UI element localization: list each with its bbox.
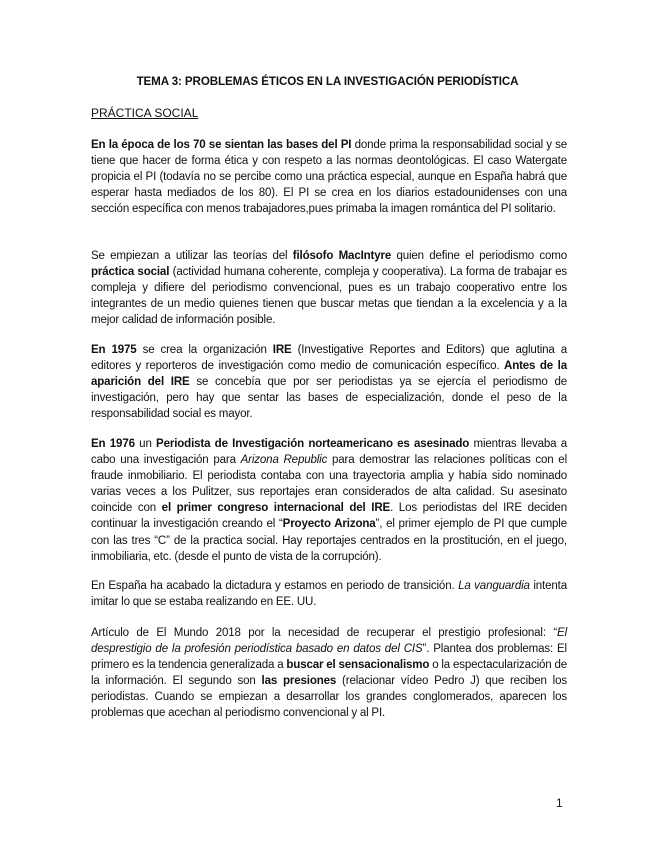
- paragraph: [91, 578, 567, 610]
- bold-text: Periodista de Investigación norteamericano es asesinado: [156, 438, 470, 450]
- text-run: ”. Plantea dos problemas: El primero es la tendencia generalizada a: [91, 643, 567, 672]
- text-run: (relacionar vídeo Pedro J) que reciben los periodistas. Cuando se empiezan a desarrollar los grandes conglomerados, aparecen los problemas que acechan al periodismo convencional y al PI.: [91, 675, 567, 720]
- text-run: se crea la organización: [136, 344, 273, 356]
- italic-text: El desprestigio de la profesión periodística basado en datos del CIS: [91, 627, 567, 656]
- section-heading: PRÁCTICA SOCIAL: [91, 106, 199, 120]
- text-run: o la espectacularización de la información. El segundo son: [91, 659, 567, 688]
- paragraph: [91, 625, 567, 722]
- document-title: TEMA 3: PROBLEMAS ÉTICOS EN LA INVESTIGACIÓN PERIODÍSTICA: [136, 75, 519, 88]
- text-run: intenta imitar lo que se estaba realizando en EE. UU.: [91, 580, 567, 609]
- text-run: Se empiezan a utilizar las teorías del: [91, 250, 293, 262]
- text-run: Artículo de El Mundo 2018 por la necesidad de recuperar el prestigio profesional: “: [91, 627, 558, 639]
- paragraph: [91, 248, 567, 328]
- bold-text: IRE: [272, 344, 292, 356]
- bold-text: práctica social: [91, 266, 170, 279]
- bold-text: Antes de la aparición del IRE: [91, 360, 567, 389]
- text-run: se concebía que por ser periodistas ya se ejercía el periodismo de investigación, pero hay que sentar las bases de especialización, donde el peso de la responsabilidad social es mayor.: [91, 376, 567, 421]
- paragraph: [91, 342, 567, 422]
- bold-text: En 1975: [91, 344, 137, 356]
- text-run: mientras llevaba a cabo una investigación para: [91, 438, 567, 467]
- text-run: (Investigative Reportes and Editors) que aglutina a editores y reporteros de investigación como medio de comunicación específico.: [91, 344, 567, 373]
- page-number: 1: [556, 796, 563, 810]
- text-run: En España ha acabado la dictadura y estamos en periodo de transición.: [91, 580, 459, 592]
- bold-text: filósofo MacIntyre: [292, 250, 392, 262]
- bold-text: el primer congreso internacional del IRE: [161, 502, 391, 515]
- text-run: ”, el primer ejemplo de PI que cumple con las tres “C” de la practica social. Hay reportajes centrados en la prostitución, en el juego, inmobiliaria, etc. (desde el punto de vista de la corrupción).: [91, 518, 567, 563]
- text-run: quien define el periodismo como: [391, 250, 568, 262]
- text-run: . Los periodistas del IRE deciden continuar la investigación creando el “: [91, 502, 567, 531]
- paragraph: [91, 436, 567, 565]
- text-run: un: [134, 438, 157, 450]
- bold-text: Proyecto Arizona: [282, 518, 376, 531]
- text-run: donde prima la responsabilidad social y se tiene que hacer de forma ética y con respeto a las normas deontológicas. El caso Watergate propicia el PI (todavía no se percibe como una práctica especial, aunque en España habrá que esperar hasta mediados de los 80). El PI se crea en los diarios estadounidenses con una sección específica con menos trabajadores,pues primaba la imagen romántica del PI solitario.: [91, 139, 568, 216]
- bold-text: las presiones: [261, 675, 337, 688]
- bold-text: En 1976: [91, 438, 135, 450]
- text-run: para demostrar las relaciones políticas con el fraude inmobiliario. El periodista contaba con una trayectoria amplia y había sido nominado varias veces a los Pulitzer, sus reportajes eran considerados de alta calidad. Su asesinato coincide con: [91, 454, 567, 515]
- italic-text: Arizona Republic: [240, 454, 328, 467]
- italic-text: La vanguardia: [458, 580, 530, 592]
- paragraph: [91, 137, 567, 217]
- bold-text: buscar el sensacionalismo: [286, 659, 430, 672]
- text-run: (actividad humana coherente, compleja y cooperativa). La forma de trabajar es compleja y difiere del periodismo convencional, pues es un trabajo cooperativo entre los integrantes de un medio quienes tienen que buscar metas que tiendan a la excelencia y a la mejor calidad de información posible.: [91, 266, 568, 327]
- bold-text: En la época de los 70 se sientan las bases del PI: [91, 139, 352, 151]
